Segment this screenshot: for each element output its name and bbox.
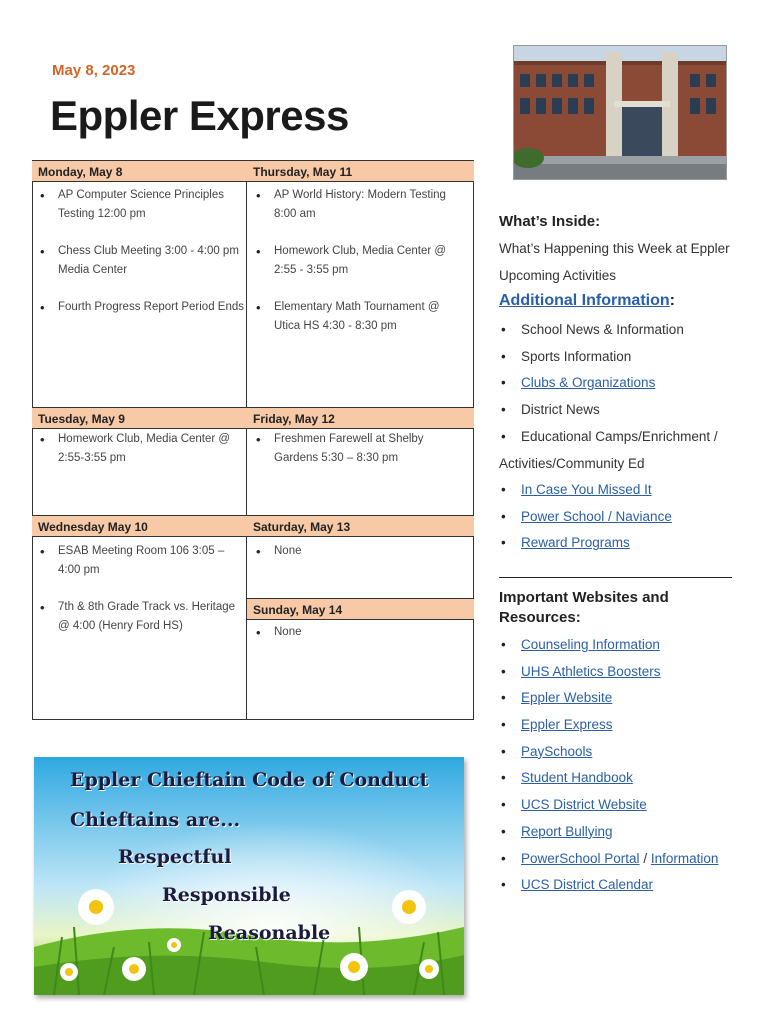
additional-info-list (499, 320, 718, 453)
event-item: • Homework Club, Media Center @ 2:55 - 3:55 pm (250, 242, 466, 280)
list-item-label: District News (521, 402, 600, 418)
payschools-link[interactable]: PaySchools (521, 743, 593, 759)
event-item: • 7th & 8th Grade Track vs. Heritage @ 4:00 (Henry Ford HS) (34, 598, 244, 636)
thursday-events (250, 186, 466, 354)
event-item: • None (250, 542, 460, 561)
counseling-information-link[interactable]: Counseling Information (521, 637, 660, 652)
list-item (499, 427, 718, 454)
school-building-photo (513, 45, 727, 180)
ucs-district-calendar-link[interactable]: UCS District Calendar (521, 877, 654, 893)
saturday-events (250, 542, 460, 579)
newsletter-title: Eppler Express (50, 92, 349, 139)
list-item[interactable] (499, 635, 718, 662)
in-case-you-missed-it-link[interactable]: In Case You Missed It (521, 482, 652, 497)
uhs-athletics-boosters-link[interactable]: UHS Athletics Boosters (521, 663, 661, 679)
event-item: • AP World History: Modern Testing 8:00 am (250, 186, 466, 224)
eppler-express-link[interactable]: Eppler Express (521, 717, 613, 733)
wednesday-header: Wednesday May 10 (32, 515, 247, 537)
trait-reasonable: Reasonable (208, 922, 331, 944)
event-item: • Fourth Progress Report Period Ends (34, 298, 246, 317)
event-item: • None (250, 623, 460, 642)
tuesday-header: Tuesday, May 9 (32, 407, 247, 429)
tuesday-events (34, 430, 246, 486)
list-item[interactable] (499, 662, 718, 689)
additional-information-heading (499, 292, 675, 310)
friday-header: Friday, May 12 (247, 407, 474, 429)
section-divider (499, 577, 732, 578)
list-item[interactable] (499, 875, 718, 902)
link-separator: / (643, 850, 648, 866)
list-item[interactable] (499, 822, 718, 849)
important-websites-heading: Important Websites and Resources: (499, 589, 669, 626)
list-item[interactable] (499, 768, 718, 795)
list-item[interactable] (499, 373, 718, 400)
list-item (499, 400, 718, 427)
list-item[interactable] (499, 742, 718, 769)
additional-links-list (499, 480, 672, 560)
trait-responsible: Responsible (162, 884, 291, 906)
list-item[interactable] (499, 533, 672, 560)
event-item: • Freshmen Farewell at Shelby Gardens 5:30 – 8:30 pm (250, 430, 460, 468)
eppler-website-link[interactable]: Eppler Website (521, 690, 613, 706)
list-item[interactable] (499, 715, 718, 742)
ucs-district-website-link[interactable]: UCS District Website (521, 797, 647, 813)
code-subheading: Chieftains are... (70, 809, 241, 831)
meadow-background (34, 757, 464, 995)
trait-respectful: Respectful (118, 846, 232, 868)
inside-line: Upcoming Activities (499, 268, 617, 283)
issue-date: May 8, 2023 (52, 62, 136, 79)
code-of-conduct-banner (34, 757, 464, 995)
important-links-list (499, 635, 718, 902)
wednesday-events (34, 542, 244, 654)
report-bullying-link[interactable]: Report Bullying (521, 823, 613, 839)
monday-header: Monday, May 8 (32, 160, 247, 182)
additional-information-link[interactable]: Additional Information (499, 292, 670, 309)
event-item: • Elementary Math Tournament @ Utica HS 4:30 - 8:30 pm (250, 298, 466, 336)
heading-colon: : (669, 292, 675, 309)
whats-inside-heading: What’s Inside: (499, 213, 601, 230)
event-item: • Homework Club, Media Center @ 2:55-3:55 pm (34, 430, 246, 468)
student-handbook-link[interactable]: Student Handbook (521, 770, 633, 786)
event-item: • AP Computer Science Principles Testing 12:00 pm (34, 186, 246, 224)
list-item[interactable] (499, 507, 672, 534)
event-item: • ESAB Meeting Room 106 3:05 – 4:00 pm (34, 542, 244, 580)
event-item: • Chess Club Meeting 3:00 - 4:00 pm Media Center (34, 242, 246, 280)
list-item[interactable] (499, 795, 718, 822)
sunday-header: Sunday, May 14 (247, 598, 474, 620)
powerschool-portal-link[interactable]: PowerSchool Portal (521, 850, 640, 866)
thursday-header: Thursday, May 11 (247, 160, 474, 182)
inside-line: What’s Happening this Week at Eppler (499, 241, 730, 256)
list-item[interactable] (499, 480, 672, 507)
table-divider (246, 160, 247, 720)
list-item (499, 320, 718, 347)
activities-line: Activities/Community Ed (499, 456, 645, 471)
reward-programs-link[interactable]: Reward Programs (521, 535, 630, 551)
code-heading: Eppler Chieftain Code of Conduct (70, 769, 429, 791)
monday-events (34, 186, 246, 335)
list-item (499, 849, 718, 876)
saturday-header: Saturday, May 13 (247, 515, 474, 537)
power-school-naviance-link[interactable]: Power School / Naviance (521, 508, 672, 524)
list-item-label: Sports Information (521, 348, 632, 364)
sunday-events (250, 623, 460, 660)
list-item[interactable] (499, 688, 718, 715)
clubs-organizations-link[interactable]: Clubs & Organizations (521, 375, 656, 391)
list-item (499, 347, 718, 374)
friday-events (250, 430, 460, 486)
list-item-label: Educational Camps/Enrichment / (521, 428, 718, 444)
list-item-label: School News & Information (521, 322, 684, 337)
powerschool-information-link[interactable]: Information (650, 850, 719, 866)
